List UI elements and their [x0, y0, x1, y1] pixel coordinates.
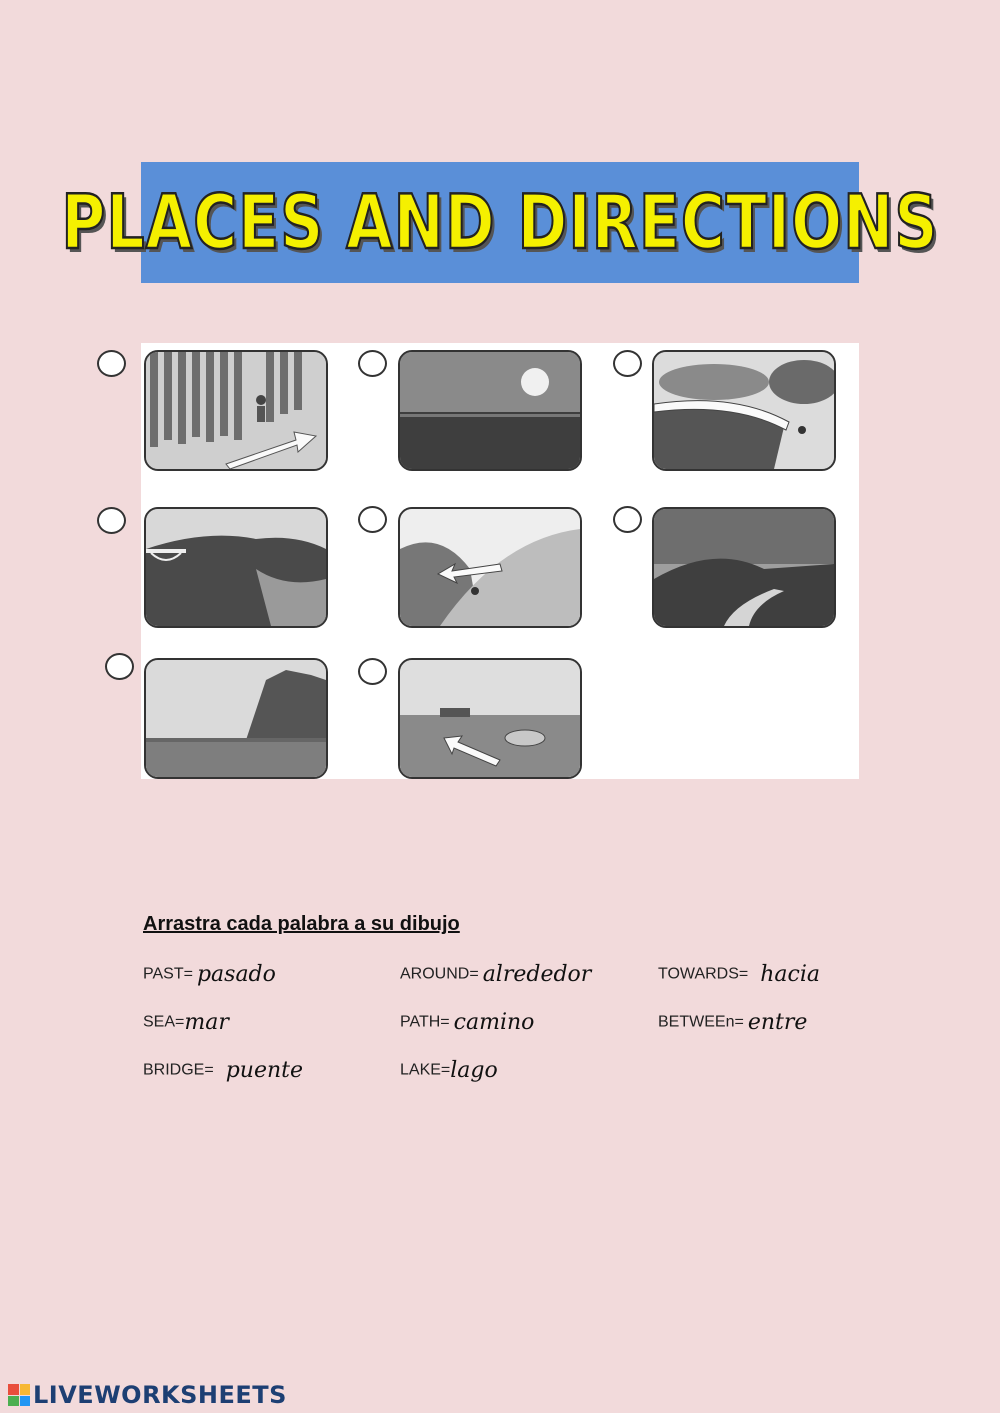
- word-en: AROUND=: [400, 965, 479, 983]
- bridge-image: [144, 507, 328, 628]
- sea-image: [398, 350, 582, 471]
- drop-target-1[interactable]: [97, 350, 126, 377]
- drop-target-3[interactable]: [613, 350, 642, 377]
- word-sea[interactable]: [143, 1010, 229, 1035]
- word-es: alrededor: [482, 962, 592, 987]
- word-es: entre: [747, 1010, 808, 1035]
- word-es: camino: [453, 1010, 535, 1035]
- drop-target-8[interactable]: [358, 658, 387, 685]
- drop-target-6[interactable]: [613, 506, 642, 533]
- lake-around-image: [652, 350, 836, 471]
- word-around[interactable]: [400, 962, 591, 987]
- swimming-between-image: [398, 658, 582, 779]
- title-banner: [61, 162, 939, 283]
- drop-target-7[interactable]: [105, 653, 134, 680]
- word-lake[interactable]: [400, 1058, 498, 1083]
- lake-image: [144, 658, 328, 779]
- footer-brand: [8, 1381, 287, 1409]
- word-towards[interactable]: [658, 962, 820, 987]
- word-es: pasado: [196, 962, 276, 987]
- drop-target-2[interactable]: [358, 350, 387, 377]
- word-en: PAST=: [143, 965, 193, 983]
- hill-towards-image: [398, 507, 582, 628]
- brand-name: LIVEWORKSHEETS: [33, 1381, 287, 1409]
- word-bridge[interactable]: [143, 1058, 303, 1083]
- drop-target-4[interactable]: [97, 507, 126, 534]
- instructions: Arrastra cada palabra a su dibujo: [143, 913, 460, 935]
- path-image: [652, 507, 836, 628]
- cornfield-past-image: [144, 350, 328, 471]
- liveworksheets-logo-icon: [8, 1384, 30, 1406]
- word-es: hacia: [760, 962, 820, 987]
- word-path[interactable]: [400, 1010, 534, 1035]
- word-en: LAKE=: [400, 1061, 451, 1079]
- word-en: SEA=: [143, 1013, 185, 1031]
- word-en: TOWARDS=: [658, 965, 749, 983]
- word-es: puente: [225, 1058, 303, 1083]
- word-between[interactable]: [658, 1010, 807, 1035]
- word-past[interactable]: [143, 962, 276, 987]
- word-es: mar: [184, 1010, 229, 1035]
- word-en: BRIDGE=: [143, 1061, 214, 1079]
- drop-target-5[interactable]: [358, 506, 387, 533]
- page-title: PLACES AND DIRECTIONS: [61, 178, 939, 267]
- word-es: lago: [450, 1058, 498, 1083]
- word-en: PATH=: [400, 1013, 450, 1031]
- word-en: BETWEEn=: [658, 1013, 744, 1031]
